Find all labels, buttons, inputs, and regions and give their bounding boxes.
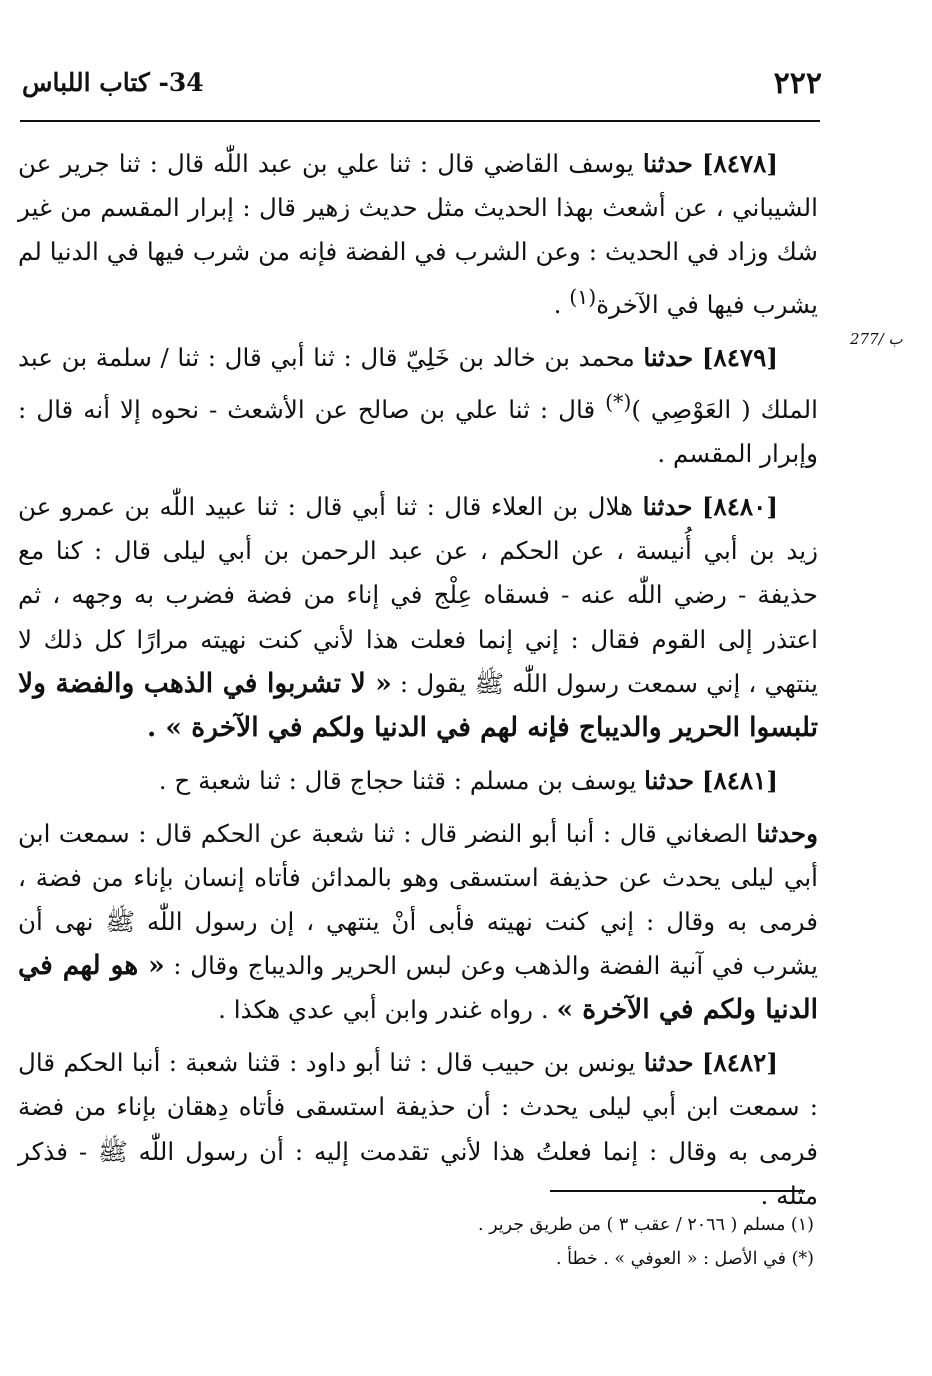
footnotes xyxy=(230,1208,814,1276)
prophetic-quote: « هو لهم في الدنيا ولكم في الآخرة » xyxy=(18,950,818,1026)
hadith-8481-continued xyxy=(18,812,818,1033)
header-rule xyxy=(20,120,820,122)
footnote-rule xyxy=(550,1190,805,1192)
hadith-tail: . رواه غندر وابن أبي عدي هكذا . xyxy=(218,995,557,1025)
hadith-lead-word: حدثنا xyxy=(642,491,693,521)
hadith-8481 xyxy=(18,759,818,803)
book-title: 34- كتاب اللباس xyxy=(22,68,204,97)
hadith-tail: قال : ثنا علي بن صالح عن الأشعث - نحوه إلا أنه قال : وإبرار المقسم . xyxy=(18,394,818,469)
hadith-text: محمد بن خالد بن خَلِيّ قال : ثنا أبي قال : ثنا / سلمة بن عبد الملك ( العَوْصِي ) xyxy=(18,342,818,424)
hadith-tail: . xyxy=(553,289,570,319)
hadith-number: [٨٤٧٩] xyxy=(701,342,778,372)
hadith-text: يوسف بن مسلم : قثنا حجاج قال : ثنا شعبة ح . xyxy=(158,765,637,795)
hadith-text: يوسف القاضي قال : ثنا علي بن عبد اللّٰه قال : ثنا جرير عن الشيباني ، عن أشعث بهذا الحديث مثل حديث زهير قال : إبرار المقسم من غير شك وزاد في الحديث : وعن الشرب في الفضة فإنه من شرب فيها في الدنيا لم يشرب فيها في الآخرة xyxy=(18,149,818,319)
hadith-lead-word: حدثنا xyxy=(642,149,693,178)
margin-folio-note: 277/ ب xyxy=(850,330,903,348)
hadith-8478 xyxy=(18,142,818,327)
hadith-number: [٨٤٨٠] xyxy=(701,491,778,521)
hadith-number: [٨٤٨١] xyxy=(701,765,778,795)
hadith-8480 xyxy=(18,485,818,750)
hadith-number: [٨٤٨٢] xyxy=(701,1048,778,1078)
hadith-lead-word: حدثنا xyxy=(643,1048,694,1078)
hadith-lead-word: حدثنا xyxy=(643,342,694,372)
hadith-text: الصغاني قال : أنبا أبو النضر قال : ثنا شعبة عن الحكم قال : سمعت ابن أبي ليلى يحدث عن حذيفة استسقى وهو بالمدائن فأتاه إنسان بإناء من فضة ، فرمى به وقال : إني كنت نهيته فأبى أنْ ينتهي ، إن رسول اللّٰه ﷺ نهى أن يشرب في آنية الفضة والذهب وعن لبس الحرير والديباج وقال : xyxy=(18,818,818,981)
hadith-text: هلال بن العلاء قال : ثنا أبي قال : ثنا عبيد اللّٰه بن عمرو عن زيد بن أبي أُنيسة ، عن الحكم ، عن عبد الرحمن بن أبي ليلى قال : كنا مع حذيفة - رضي اللّٰه عنه - فسقاه عِلْج في إناء من فضة فضرب به وجهه ، ثم اعتذر إلى القوم فقال : إني إنما فعلت هذا لأني كنت نهيته مرارًا كل ذلك لا ينتهي ، إني سمعت رسول اللّٰه ﷺ يقول : xyxy=(18,491,818,698)
prophetic-quote: « لا تشربوا في الذهب والفضة ولا تلبسوا الحرير والديباج فإنه لهم في الدنيا ولكم في الآخرة » . xyxy=(18,667,818,743)
main-text xyxy=(18,142,818,1227)
footnote-star: (*) في الأصل : « العوفي » . خطأ . xyxy=(556,1249,814,1269)
hadith-number: [٨٤٧٨] xyxy=(701,149,778,178)
footnote-ref: (١) xyxy=(569,284,597,309)
footnote-1: (١) مسلم ( ٢٠٦٦ / عقب ٣ ) من طريق جرير . xyxy=(477,1215,814,1235)
page-number: ٢٢٢ xyxy=(773,66,822,101)
hadith-text: يونس بن حبيب قال : ثنا أبو داود : قثنا شعبة : أنبا الحكم قال : سمعت ابن أبي ليلى يحدث : أن حذيفة استسقى فأتاه دِهقان بإناء من فضة فرمى به وقال : إنما فعلتُ هذا لأني تقدمت إليه : أن رسول اللّٰه ﷺ - فذكر مثله . xyxy=(18,1048,818,1210)
footnote-ref: (*) xyxy=(605,389,632,414)
hadith-lead-word: وحدثنا xyxy=(756,818,818,848)
hadith-8479 xyxy=(18,336,818,477)
hadith-lead-word: حدثنا xyxy=(644,765,695,795)
